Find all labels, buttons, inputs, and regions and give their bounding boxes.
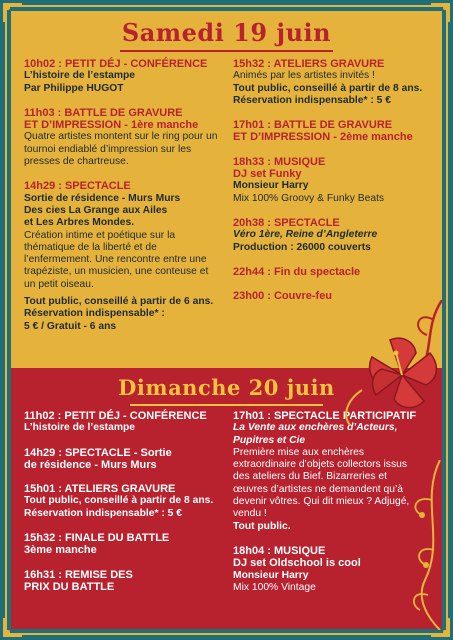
event-note: Tout public.	[233, 520, 291, 532]
event-time-title: 11h03 : BATTLE DE GRAVURE	[24, 106, 183, 119]
hibiscus-flower-icon	[342, 300, 453, 430]
event-note: 5 € / Gratuit - 6 ans	[24, 320, 117, 332]
event-subtitle: DJ set Oldschool is cool	[233, 557, 361, 570]
event-time-title: ET D’IMPRESSION - 2ème manche	[233, 131, 413, 144]
floral-ornament-icon	[370, 460, 450, 630]
event-subtitle: La Vente aux enchères d’Acteurs,	[233, 422, 398, 434]
event-note: Réservation indispensable* : 5 €	[24, 507, 182, 519]
event-subtitle: Pupitres et Cie	[233, 434, 306, 446]
event-item	[24, 58, 220, 95]
saturday-left-column	[24, 58, 220, 345]
event-time-title: 14h29 : SPECTACLE - Sortie	[24, 446, 172, 459]
event-time-title: de résidence - Murs Murs	[24, 458, 157, 471]
event-subtitle: L’histoire de l’estampe	[24, 70, 136, 82]
event-item	[24, 532, 220, 557]
event-note: Réservation indispensable* :	[24, 308, 165, 320]
event-time-title: 20h38 : SPECTACLE	[233, 216, 340, 229]
event-subtitle: L’histoire de l’estampe	[24, 422, 136, 434]
event-description: Première mise aux enchères extraordinaire d’objets collectors issus des ateliers du Bief. Bizarreries et œuvres d’artistes ne demandent qu’à devenir vôtres. Qui dit mieux ? Adjugé, vendu !	[233, 446, 410, 520]
event-item	[24, 569, 220, 594]
event-subtitle: Sortie de résidence - Murs Murs	[24, 192, 181, 204]
event-time-title: ET D’IMPRESSION - 1ère manche	[24, 119, 199, 132]
event-description: Quatre artistes montent sur le ring pour un tournoi endiablé d’impression sur les presses de chartreuse.	[24, 131, 218, 168]
event-subtitle: DJ set Funky	[233, 168, 302, 181]
event-item	[233, 156, 433, 205]
event-description: Mix 100% Vintage	[233, 581, 316, 593]
event-time-title: 17h01 : SPECTACLE PARTICIPATIF	[233, 410, 417, 422]
event-item	[233, 58, 433, 107]
event-time-title: 23h00 : Couvre-feu	[233, 290, 333, 303]
event-note: Tout public, conseillé à partir de 6 ans.	[24, 296, 214, 308]
event-time-title: 10h02 : PETIT DÉJ - CONFÉRENCE	[24, 58, 208, 70]
event-subtitle: Monsieur Harry	[233, 569, 309, 581]
event-item	[24, 107, 220, 168]
event-note: Tout public, conseillé à partir de 8 ans.	[233, 82, 423, 94]
event-note: Par Philippe HUGOT	[24, 82, 124, 94]
event-time-title: 15h01 : ATELIERS GRAVURE	[24, 483, 176, 496]
event-subtitle: Des cies La Grange aux Ailes	[24, 204, 168, 216]
event-time-title: 16h31 : REMISE DES	[24, 568, 133, 581]
event-note: Tout public, conseillé à partir de 8 ans.	[24, 495, 214, 507]
event-item	[24, 410, 220, 435]
event-description: Animés par les artistes invités !	[233, 70, 375, 82]
event-time-title: 15h32 : FINALE DU BATTLE	[24, 532, 170, 545]
event-time-title: 11h02 : PETIT DÉJ - CONFÉRENCE	[24, 410, 207, 422]
sunday-title: Dimanche 20 juin	[118, 375, 335, 400]
corner-ornament-icon	[2, 616, 24, 638]
event-time-title: 17h01 : BATTLE DE GRAVURE	[233, 119, 393, 132]
event-time-title: 15h32 : ATELIERS GRAVURE	[233, 58, 385, 70]
event-note: Réservation indispensable* : 5 €	[233, 94, 391, 106]
title-underline	[120, 50, 333, 52]
event-time-title: 18h04 : MUSIQUE	[233, 544, 326, 557]
title-underline	[130, 404, 323, 406]
event-time-title: 22h44 : Fin du spectacle	[233, 265, 361, 278]
event-time-title: 18h33 : MUSIQUE	[233, 155, 326, 168]
event-description: Mix 100% Groovy & Funky Beats	[233, 192, 385, 204]
event-item	[233, 217, 433, 254]
event-subtitle: Monsieur Harry	[233, 180, 309, 192]
event-item	[24, 180, 220, 333]
event-item	[24, 483, 220, 520]
event-subtitle: et Les Arbres Mondes.	[24, 217, 135, 229]
saturday-right-column	[233, 58, 433, 314]
event-subtitle: Véro 1ère, Reine d’Angleterre	[233, 229, 378, 241]
event-item	[24, 447, 220, 472]
event-item	[233, 119, 433, 144]
saturday-title: Samedi 19 juin	[121, 18, 332, 47]
event-description: Création intime et poétique sur la thématique de la liberté et de l’enfermement. Une rencontre entre une trapéziste, un musicien, une conteuse et un petit oiseau.	[24, 229, 209, 290]
sunday-left-column	[24, 410, 220, 605]
event-time-title: 3ème manche	[24, 544, 97, 557]
event-time-title: PRIX DU BATTLE	[24, 580, 115, 593]
event-note: Production : 26000 couverts	[233, 241, 371, 253]
event-time-title: 14h29 : SPECTACLE	[24, 180, 131, 193]
event-item	[233, 266, 433, 278]
